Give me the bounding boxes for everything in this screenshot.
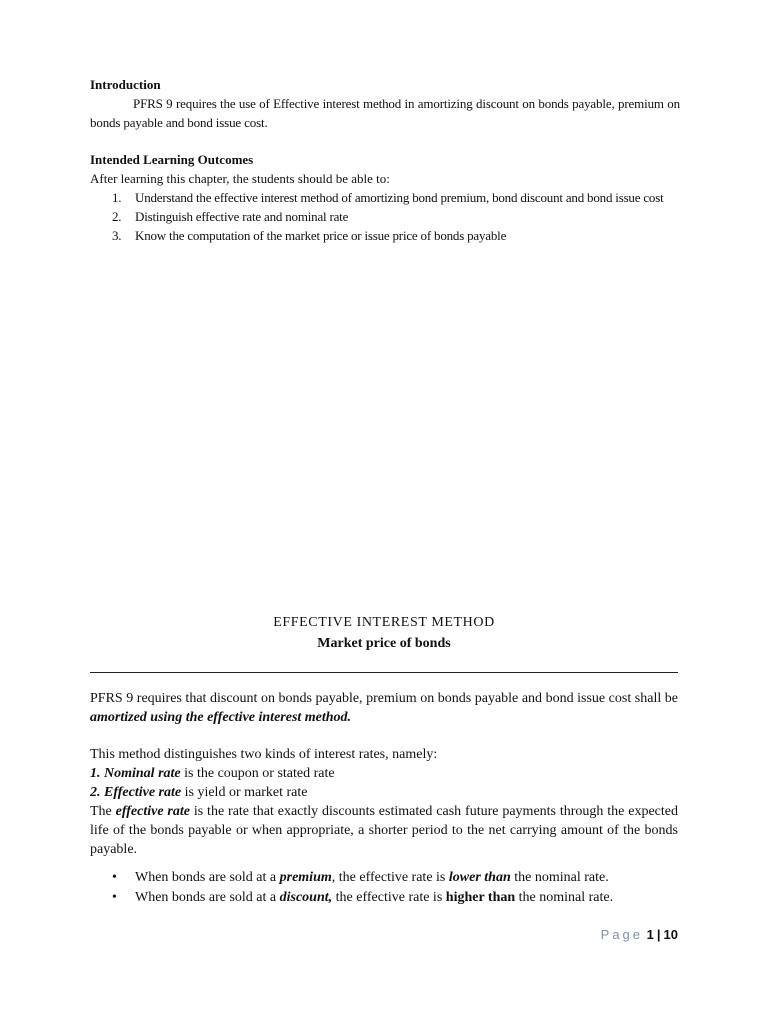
- section-title: EFFECTIVE INTEREST METHOD: [273, 615, 495, 630]
- page-separator: |: [656, 927, 661, 942]
- bullet-term: discount,: [279, 890, 333, 905]
- learning-outcome-item: [90, 226, 680, 245]
- body-text: PFRS 9 requires that discount on bonds payable, premium on bonds payable and bond issue cost shall be: [90, 691, 678, 706]
- list-number: 3.: [112, 228, 122, 243]
- bullet-text: , the effective rate is: [331, 870, 449, 885]
- body-section: [90, 689, 678, 859]
- bullet-relation: lower than: [448, 870, 511, 885]
- page-number: 1: [646, 927, 654, 942]
- discount-bullet: [90, 888, 678, 908]
- nominal-rate-text: is the coupon or stated rate: [180, 766, 335, 781]
- total-pages: 10: [663, 927, 678, 942]
- horizontal-rule: [90, 672, 678, 673]
- list-item-text: Distinguish effective rate and nominal rate: [135, 209, 349, 224]
- bullet-text: the nominal rate.: [510, 870, 609, 885]
- introduction-paragraph: PFRS 9 requires the use of Effective interest method in amortizing discount on bonds payable, premium on bonds payable and bond issue cost.: [90, 96, 680, 130]
- effective-rate-definition: [90, 802, 678, 859]
- list-item-text: Know the computation of the market price or issue price of bonds payable: [135, 228, 507, 243]
- introduction-section: [90, 75, 680, 245]
- list-number: 1.: [112, 190, 122, 205]
- introduction-heading: Introduction: [90, 77, 161, 92]
- body-paragraph-1: [90, 689, 678, 727]
- bullet-text: When bonds are sold at a: [135, 890, 280, 905]
- nominal-rate-label: 1. Nominal rate: [90, 766, 181, 781]
- bullet-text: the effective rate is: [332, 890, 446, 905]
- page-label: Page: [600, 927, 644, 942]
- nominal-rate-line: [90, 764, 678, 783]
- list-item-text: Understand the effective interest method of amortizing bond premium, bond discount and bond issue cost: [135, 190, 664, 205]
- effective-rate-label: 2. Effective rate: [90, 785, 182, 800]
- bullet-text: When bonds are sold at a: [135, 870, 280, 885]
- bullet-term: premium: [279, 870, 332, 885]
- learning-outcomes-intro: After learning this chapter, the students should be able to:: [90, 171, 390, 186]
- bullet-relation: higher than: [445, 890, 516, 905]
- effective-rate-line: [90, 783, 678, 802]
- page-footer: [540, 926, 678, 944]
- definition-pre: The: [90, 804, 116, 819]
- learning-outcome-item: [90, 207, 680, 226]
- body-emphasis: amortized using the effective interest method.: [90, 710, 352, 725]
- definition-term: effective rate: [115, 804, 190, 819]
- body-paragraph-2: This method distinguishes two kinds of interest rates, namely:: [90, 747, 438, 762]
- learning-outcome-item: [90, 188, 680, 207]
- bullet-marker: •: [112, 870, 117, 885]
- learning-outcomes-heading: Intended Learning Outcomes: [90, 152, 254, 167]
- bullet-marker: •: [112, 890, 117, 905]
- definition-text: is the rate that exactly discounts estimated cash future payments through the expected life of the bonds payable or when appropriate, a shorter period to the net carrying amount of the bonds payable.: [90, 804, 678, 857]
- learning-outcomes-list: [90, 188, 680, 245]
- effective-rate-text: is yield or market rate: [181, 785, 308, 800]
- premium-bullet: [90, 868, 678, 888]
- rate-comparison-list: [90, 868, 678, 908]
- list-number: 2.: [112, 209, 122, 224]
- section-subtitle: Market price of bonds: [317, 636, 451, 651]
- bullet-text: the nominal rate.: [515, 890, 614, 905]
